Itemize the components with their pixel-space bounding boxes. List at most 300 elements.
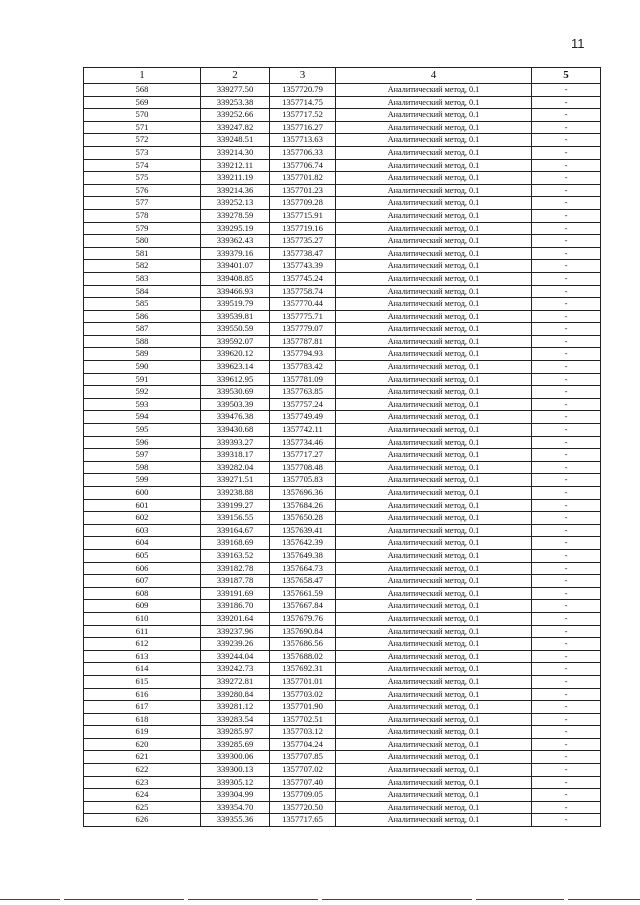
cell-note: - [532,461,601,474]
table-row [84,713,601,726]
cell-method: Аналитический метод, 0.1 [336,449,532,462]
cell-method: Аналитический метод, 0.1 [336,260,532,273]
table-row [84,386,601,399]
cell-method: Аналитический метод, 0.1 [336,285,532,298]
cell-coord-x: 339379.16 [201,247,270,260]
cell-method: Аналитический метод, 0.1 [336,222,532,235]
cell-coord-x: 339466.93 [201,285,270,298]
cell-coord-y: 1357713.63 [270,134,336,147]
cell-coord-y: 1357696.36 [270,487,336,500]
cell-method: Аналитический метод, 0.1 [336,436,532,449]
cell-point-number: 622 [84,764,201,777]
cell-note: - [532,562,601,575]
cell-coord-x: 339191.69 [201,587,270,600]
cell-note: - [532,159,601,172]
cell-method: Аналитический метод, 0.1 [336,688,532,701]
cell-note: - [532,650,601,663]
cell-note: - [532,575,601,588]
cell-note: - [532,260,601,273]
cell-method: Аналитический метод, 0.1 [336,612,532,625]
cell-coord-x: 339186.70 [201,600,270,613]
cell-point-number: 623 [84,776,201,789]
cell-point-number: 578 [84,209,201,222]
cell-coord-x: 339430.68 [201,424,270,437]
cell-method: Аналитический метод, 0.1 [336,701,532,714]
cell-method: Аналитический метод, 0.1 [336,600,532,613]
cell-coord-y: 1357702.51 [270,713,336,726]
cell-coord-y: 1357679.76 [270,612,336,625]
cell-coord-x: 339201.64 [201,612,270,625]
cell-coord-y: 1357742.11 [270,424,336,437]
table-row [84,361,601,374]
cell-note: - [532,184,601,197]
cell-coord-y: 1357701.82 [270,172,336,185]
cell-note: - [532,285,601,298]
table-row [84,638,601,651]
table-row [84,474,601,487]
table-row [84,247,601,260]
cell-point-number: 570 [84,109,201,122]
cell-coord-y: 1357642.39 [270,537,336,550]
table-row [84,96,601,109]
cell-method: Аналитический метод, 0.1 [336,764,532,777]
cell-note: - [532,235,601,248]
cell-method: Аналитический метод, 0.1 [336,159,532,172]
table-row [84,701,601,714]
cell-coord-x: 339252.66 [201,109,270,122]
table-row [84,323,601,336]
cell-note: - [532,587,601,600]
cell-coord-x: 339239.26 [201,638,270,651]
cell-note: - [532,726,601,739]
cell-point-number: 599 [84,474,201,487]
cell-note: - [532,272,601,285]
table-row [84,499,601,512]
cell-coord-x: 339182.78 [201,562,270,575]
cell-method: Аналитический метод, 0.1 [336,272,532,285]
cell-coord-x: 339305.12 [201,776,270,789]
cell-coord-x: 339244.04 [201,650,270,663]
cell-method: Аналитический метод, 0.1 [336,751,532,764]
table-row [84,688,601,701]
cell-coord-x: 339620.12 [201,348,270,361]
header-col-4: 4 [336,68,532,84]
cell-coord-x: 339408.85 [201,272,270,285]
cell-note: - [532,134,601,147]
cell-method: Аналитический метод, 0.1 [336,461,532,474]
table-row [84,663,601,676]
cell-point-number: 597 [84,449,201,462]
footer-rule [64,899,184,900]
cell-note: - [532,701,601,714]
cell-note: - [532,638,601,651]
cell-note: - [532,310,601,323]
cell-note: - [532,612,601,625]
cell-point-number: 576 [84,184,201,197]
cell-note: - [532,222,601,235]
cell-note: - [532,512,601,525]
table-row [84,675,601,688]
cell-note: - [532,801,601,814]
cell-coord-x: 339283.54 [201,713,270,726]
cell-point-number: 573 [84,146,201,159]
cell-coord-y: 1357667.84 [270,600,336,613]
cell-point-number: 625 [84,801,201,814]
cell-coord-x: 339503.39 [201,398,270,411]
cell-note: - [532,386,601,399]
cell-coord-y: 1357714.75 [270,96,336,109]
cell-note: - [532,537,601,550]
cell-coord-y: 1357688.02 [270,650,336,663]
cell-coord-x: 339355.36 [201,814,270,827]
cell-coord-x: 339401.07 [201,260,270,273]
cell-method: Аналитический метод, 0.1 [336,562,532,575]
cell-coord-y: 1357639.41 [270,524,336,537]
cell-point-number: 574 [84,159,201,172]
cell-note: - [532,146,601,159]
cell-coord-y: 1357664.73 [270,562,336,575]
table-row [84,285,601,298]
cell-point-number: 613 [84,650,201,663]
cell-coord-y: 1357783.42 [270,361,336,374]
cell-coord-y: 1357735.27 [270,235,336,248]
cell-point-number: 585 [84,298,201,311]
table-row [84,134,601,147]
cell-point-number: 617 [84,701,201,714]
cell-method: Аналитический метод, 0.1 [336,424,532,437]
table-row [84,197,601,210]
cell-note: - [532,600,601,613]
cell-coord-y: 1357705.83 [270,474,336,487]
cell-point-number: 601 [84,499,201,512]
cell-point-number: 615 [84,675,201,688]
cell-method: Аналитический метод, 0.1 [336,524,532,537]
cell-method: Аналитический метод, 0.1 [336,789,532,802]
table-row [84,650,601,663]
cell-coord-y: 1357743.39 [270,260,336,273]
cell-note: - [532,197,601,210]
table-row [84,487,601,500]
cell-point-number: 580 [84,235,201,248]
footer-rule [188,899,318,900]
cell-note: - [532,298,601,311]
cell-note: - [532,675,601,688]
cell-point-number: 612 [84,638,201,651]
table-row [84,109,601,122]
table-header-row [84,68,601,84]
cell-point-number: 590 [84,361,201,374]
cell-method: Аналитический метод, 0.1 [336,638,532,651]
cell-point-number: 571 [84,121,201,134]
cell-method: Аналитический метод, 0.1 [336,587,532,600]
table-row [84,776,601,789]
cell-coord-x: 339237.96 [201,625,270,638]
cell-note: - [532,411,601,424]
cell-method: Аналитический метод, 0.1 [336,650,532,663]
table-row [84,172,601,185]
cell-point-number: 598 [84,461,201,474]
cell-coord-y: 1357661.59 [270,587,336,600]
cell-coord-x: 339168.69 [201,537,270,550]
table-row [84,209,601,222]
cell-coord-y: 1357706.74 [270,159,336,172]
cell-coord-x: 339247.82 [201,121,270,134]
cell-coord-x: 339163.52 [201,549,270,562]
table-row [84,587,601,600]
table-row [84,751,601,764]
cell-coord-y: 1357707.02 [270,764,336,777]
cell-point-number: 610 [84,612,201,625]
cell-point-number: 587 [84,323,201,336]
cell-point-number: 607 [84,575,201,588]
cell-point-number: 616 [84,688,201,701]
cell-method: Аналитический метод, 0.1 [336,247,532,260]
cell-coord-x: 339354.70 [201,801,270,814]
cell-method: Аналитический метод, 0.1 [336,298,532,311]
page-number: 11 [571,36,585,51]
cell-point-number: 588 [84,335,201,348]
cell-note: - [532,625,601,638]
cell-coord-x: 339592.07 [201,335,270,348]
cell-coord-y: 1357717.27 [270,449,336,462]
table-row [84,612,601,625]
cell-note: - [532,663,601,676]
cell-point-number: 591 [84,373,201,386]
table-row [84,335,601,348]
cell-point-number: 589 [84,348,201,361]
table-row [84,424,601,437]
cell-method: Аналитический метод, 0.1 [336,335,532,348]
cell-coord-x: 339519.79 [201,298,270,311]
cell-point-number: 608 [84,587,201,600]
cell-point-number: 593 [84,398,201,411]
cell-note: - [532,247,601,260]
table-row [84,121,601,134]
cell-coord-x: 339281.12 [201,701,270,714]
table-row [84,461,601,474]
cell-method: Аналитический метод, 0.1 [336,575,532,588]
cell-coord-x: 339476.38 [201,411,270,424]
table-row [84,512,601,525]
table-row [84,738,601,751]
cell-method: Аналитический метод, 0.1 [336,814,532,827]
cell-coord-y: 1357734.46 [270,436,336,449]
table-row [84,235,601,248]
table-row [84,222,601,235]
cell-coord-y: 1357770.44 [270,298,336,311]
cell-coord-y: 1357719.16 [270,222,336,235]
cell-coord-x: 339285.97 [201,726,270,739]
cell-coord-y: 1357787.81 [270,335,336,348]
table-row [84,524,601,537]
cell-point-number: 619 [84,726,201,739]
cell-coord-x: 339278.59 [201,209,270,222]
cell-note: - [532,335,601,348]
table-row [84,562,601,575]
cell-method: Аналитический метод, 0.1 [336,398,532,411]
cell-point-number: 611 [84,625,201,638]
cell-point-number: 577 [84,197,201,210]
cell-coord-y: 1357658.47 [270,575,336,588]
cell-coord-y: 1357707.85 [270,751,336,764]
cell-coord-x: 339280.84 [201,688,270,701]
cell-note: - [532,499,601,512]
cell-coord-x: 339214.36 [201,184,270,197]
table-row [84,600,601,613]
cell-note: - [532,373,601,386]
cell-method: Аналитический метод, 0.1 [336,197,532,210]
cell-coord-y: 1357758.74 [270,285,336,298]
cell-coord-x: 339362.43 [201,235,270,248]
cell-point-number: 605 [84,549,201,562]
cell-coord-x: 339248.51 [201,134,270,147]
cell-note: - [532,738,601,751]
cell-coord-x: 339214.30 [201,146,270,159]
table-row [84,398,601,411]
cell-coord-x: 339187.78 [201,575,270,588]
cell-coord-x: 339393.27 [201,436,270,449]
cell-method: Аналитический метод, 0.1 [336,361,532,374]
cell-point-number: 602 [84,512,201,525]
cell-point-number: 572 [84,134,201,147]
header-col-2: 2 [201,68,270,84]
cell-point-number: 592 [84,386,201,399]
cell-coord-x: 339285.69 [201,738,270,751]
cell-coord-y: 1357692.31 [270,663,336,676]
cell-method: Аналитический метод, 0.1 [336,386,532,399]
cell-coord-x: 339282.04 [201,461,270,474]
cell-coord-x: 339539.81 [201,310,270,323]
cell-note: - [532,172,601,185]
cell-method: Аналитический метод, 0.1 [336,323,532,336]
cell-method: Аналитический метод, 0.1 [336,776,532,789]
table-row [84,272,601,285]
cell-method: Аналитический метод, 0.1 [336,146,532,159]
cell-method: Аналитический метод, 0.1 [336,172,532,185]
cell-point-number: 614 [84,663,201,676]
cell-point-number: 575 [84,172,201,185]
cell-coord-y: 1357745.24 [270,272,336,285]
cell-note: - [532,713,601,726]
cell-coord-x: 339238.88 [201,487,270,500]
footer-rule [476,899,564,900]
cell-method: Аналитический метод, 0.1 [336,184,532,197]
cell-note: - [532,474,601,487]
cell-method: Аналитический метод, 0.1 [336,663,532,676]
cell-coord-x: 339253.38 [201,96,270,109]
cell-note: - [532,348,601,361]
cell-coord-y: 1357690.84 [270,625,336,638]
cell-method: Аналитический метод, 0.1 [336,348,532,361]
table-row [84,789,601,802]
table-row [84,260,601,273]
cell-point-number: 579 [84,222,201,235]
header-col-3: 3 [270,68,336,84]
cell-coord-x: 339164.67 [201,524,270,537]
table-row [84,373,601,386]
cell-method: Аналитический метод, 0.1 [336,625,532,638]
cell-note: - [532,688,601,701]
cell-coord-y: 1357775.71 [270,310,336,323]
cell-coord-x: 339300.13 [201,764,270,777]
cell-note: - [532,436,601,449]
table-row [84,726,601,739]
cell-coord-x: 339156.55 [201,512,270,525]
cell-coord-y: 1357763.85 [270,386,336,399]
cell-method: Аналитический метод, 0.1 [336,801,532,814]
table-row [84,159,601,172]
cell-coord-x: 339623.14 [201,361,270,374]
cell-note: - [532,109,601,122]
table-row [84,298,601,311]
cell-method: Аналитический метод, 0.1 [336,713,532,726]
cell-method: Аналитический метод, 0.1 [336,499,532,512]
cell-coord-y: 1357703.02 [270,688,336,701]
header-col-1: 1 [84,68,201,84]
cell-point-number: 595 [84,424,201,437]
cell-coord-x: 339304.99 [201,789,270,802]
cell-note: - [532,84,601,97]
cell-method: Аналитический метод, 0.1 [336,209,532,222]
cell-coord-x: 339550.59 [201,323,270,336]
cell-point-number: 586 [84,310,201,323]
cell-method: Аналитический метод, 0.1 [336,235,532,248]
cell-method: Аналитический метод, 0.1 [336,738,532,751]
table-row [84,411,601,424]
cell-coord-x: 339318.17 [201,449,270,462]
cell-coord-x: 339612.95 [201,373,270,386]
cell-point-number: 606 [84,562,201,575]
header-col-5: 5 [532,68,601,84]
cell-point-number: 618 [84,713,201,726]
table-row [84,449,601,462]
cell-note: - [532,121,601,134]
cell-coord-x: 339199.27 [201,499,270,512]
table-row [84,84,601,97]
cell-point-number: 581 [84,247,201,260]
cell-coord-y: 1357703.12 [270,726,336,739]
cell-coord-y: 1357757.24 [270,398,336,411]
cell-point-number: 621 [84,751,201,764]
cell-coord-y: 1357720.50 [270,801,336,814]
cell-method: Аналитический метод, 0.1 [336,487,532,500]
cell-coord-y: 1357650.28 [270,512,336,525]
cell-method: Аналитический метод, 0.1 [336,726,532,739]
cell-coord-y: 1357686.56 [270,638,336,651]
table-row [84,549,601,562]
coordinates-table [83,67,601,827]
cell-coord-y: 1357794.93 [270,348,336,361]
cell-method: Аналитический метод, 0.1 [336,310,532,323]
cell-coord-y: 1357684.26 [270,499,336,512]
cell-method: Аналитический метод, 0.1 [336,84,532,97]
cell-point-number: 568 [84,84,201,97]
table-row [84,625,601,638]
cell-method: Аналитический метод, 0.1 [336,411,532,424]
cell-point-number: 594 [84,411,201,424]
cell-point-number: 582 [84,260,201,273]
table-row [84,146,601,159]
cell-point-number: 603 [84,524,201,537]
cell-coord-y: 1357781.09 [270,373,336,386]
cell-point-number: 596 [84,436,201,449]
cell-point-number: 620 [84,738,201,751]
cell-coord-y: 1357709.05 [270,789,336,802]
cell-method: Аналитический метод, 0.1 [336,109,532,122]
cell-coord-x: 339277.50 [201,84,270,97]
cell-method: Аналитический метод, 0.1 [336,96,532,109]
cell-note: - [532,776,601,789]
